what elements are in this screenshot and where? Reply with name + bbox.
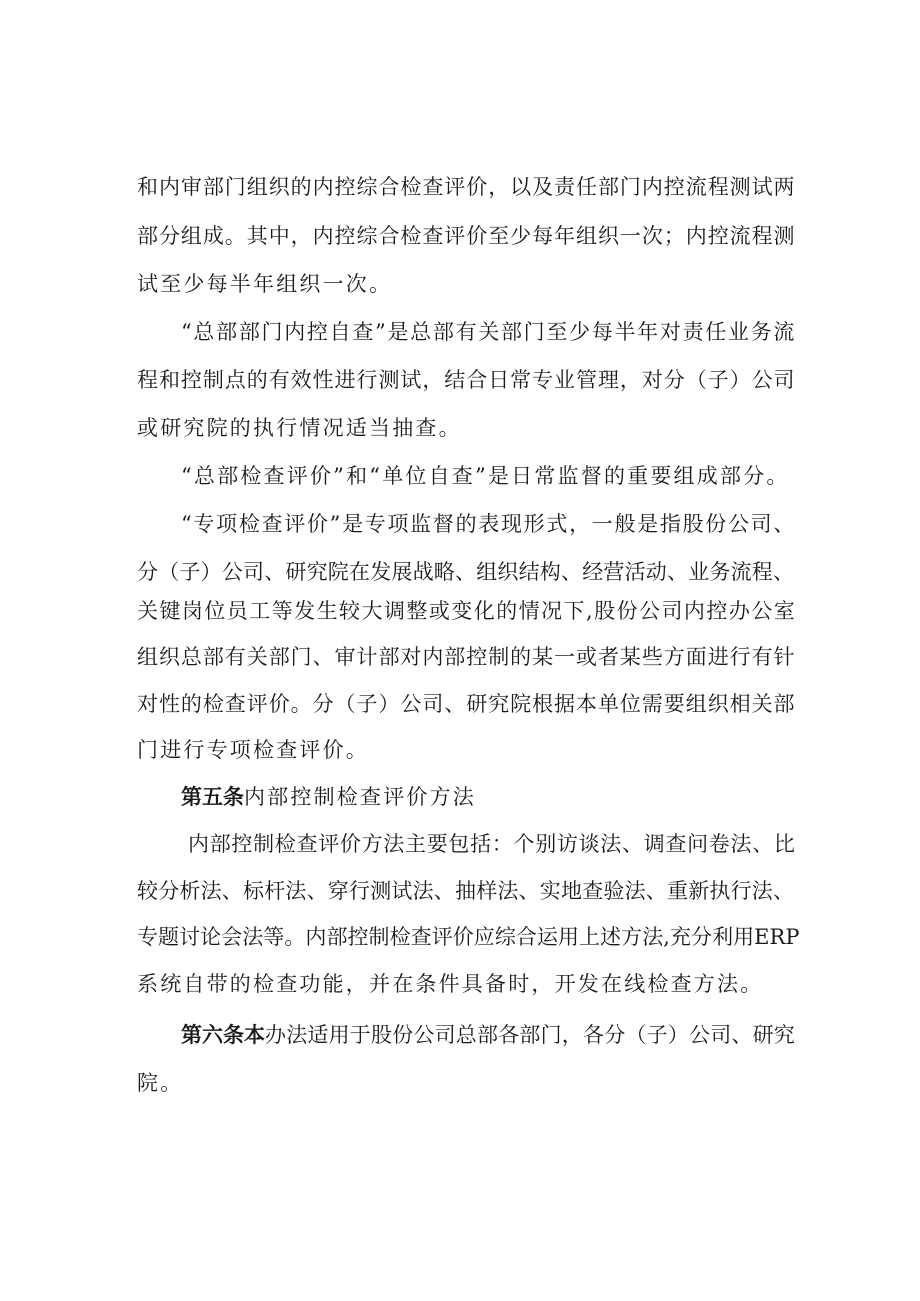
para-5-line-1: 内部控制检查评价方法主要包括：个别访谈法、调查问卷法、比	[188, 832, 796, 856]
para-2-line-3: 或研究院的执行情况适当抽查。	[137, 416, 462, 440]
para-4-line-2: 分（子）公司、研究院在发展战略、组织结构、经营活动、业务流程、	[137, 560, 795, 584]
article-6-line-2: 院。	[137, 1071, 184, 1095]
article-5-label: 第五条	[181, 785, 244, 809]
article-6-label: 第六条本	[181, 1023, 265, 1047]
para-5-line-4: 系统自带的检查功能，并在条件具备时，开发在线检查方法。	[137, 972, 764, 996]
para-2-line-2: 程和控制点的有效性进行测试，结合日常专业管理，对分（子）公司	[137, 368, 796, 392]
article-5-heading	[181, 782, 476, 812]
para-1-line-1: 和内审部门组织的内控综合检查评价，以及责任部门内控流程测试两	[137, 175, 796, 199]
para-4-line-1: “专项检查评价”是专项监督的表现形式，一般是指股份公司、	[181, 512, 797, 536]
para-4-line-6: 门进行专项检查评价。	[137, 738, 369, 762]
para-3-line-1: “总部检查评价”和“单位自查”是日常监督的重要组成部分。	[181, 464, 790, 488]
para-4-line-3: 关键岗位员工等发生较大调整或变化的情况下,股份公司内控办公室	[137, 599, 797, 623]
article-6-line-1	[181, 1020, 795, 1050]
para-4-line-4: 组织总部有关部门、审计部对内部控制的某一或者某些方面进行有针	[137, 645, 796, 669]
para-4-line-5: 对性的检查评价。分（子）公司、研究院根据本单位需要组织相关部	[137, 692, 796, 716]
article-5-title: 内部控制检查评价方法	[244, 785, 476, 809]
para-2-line-1: “总部部门内控自查”是总部有关部门至少每半年对责任业务流	[181, 320, 797, 344]
article-6-text: 办法适用于股份公司总部各部门，各分（子）公司、研究	[265, 1023, 795, 1047]
para-5-line-2: 较分析法、标杆法、穿行测试法、抽样法、实地查验法、重新执行法、	[137, 879, 795, 903]
para-1-line-2: 部分组成。其中，内控综合检查评价至少每年组织一次；内控流程测	[137, 224, 796, 248]
para-1-line-3: 试至少每半年组织一次。	[137, 272, 393, 296]
para-5-line-3: 专题讨论会法等。内部控制检查评价应综合运用上述方法,充分利用ERP	[137, 925, 800, 949]
